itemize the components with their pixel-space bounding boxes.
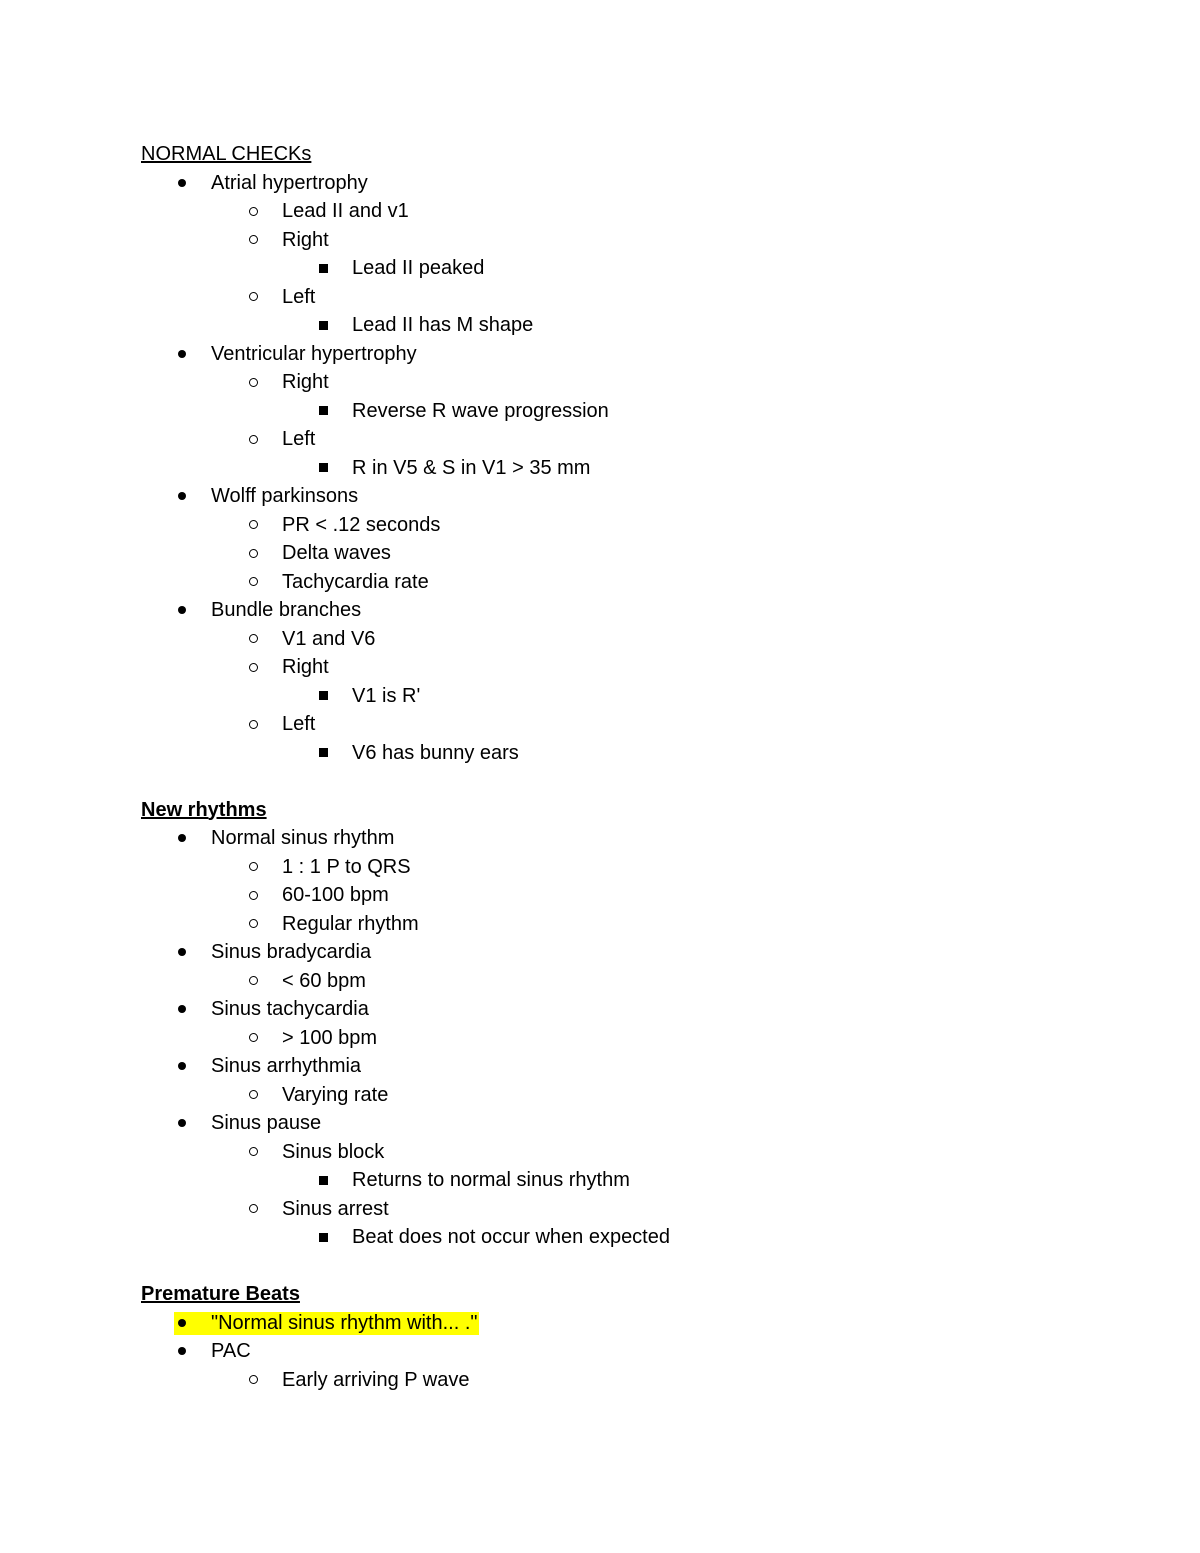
circle-bullet-icon <box>249 625 258 654</box>
list-item-text: V6 has bunny ears <box>352 741 519 764</box>
circle-bullet-icon <box>249 568 258 597</box>
list-item-text: Returns to normal sinus rhythm <box>352 1169 630 1191</box>
sub-sub-list-item <box>141 311 1141 340</box>
square-bullet-icon <box>319 682 328 711</box>
circle-bullet-icon <box>249 283 258 312</box>
disc-bullet-icon <box>178 482 186 511</box>
list-item-text: Ventricular hypertrophy <box>211 342 417 365</box>
disc-bullet-icon <box>178 824 186 853</box>
list-item-text: Delta waves <box>282 542 391 564</box>
square-bullet-icon <box>319 739 328 768</box>
document-content <box>141 140 1141 1394</box>
list-item-text: Beat does not occur when expected <box>352 1226 670 1248</box>
list-item-text: R in V5 & S in V1 > 35 mm <box>352 456 591 479</box>
list-item-text: Reverse R wave progression <box>352 399 609 422</box>
circle-bullet-icon <box>249 881 258 910</box>
list-item-text: Sinus tachycardia <box>211 998 369 1020</box>
list-item-text: Left <box>282 428 316 450</box>
list-item-text: Lead II peaked <box>352 257 485 279</box>
disc-bullet-icon <box>178 995 186 1024</box>
circle-bullet-icon <box>249 368 258 397</box>
list-item-text: Normal sinus rhythm <box>211 827 395 849</box>
list-item-text: V1 is R' <box>352 684 421 707</box>
square-bullet-icon <box>319 254 328 283</box>
circle-bullet-icon <box>249 1195 258 1224</box>
circle-bullet-icon <box>249 967 258 996</box>
list-item-text: Left <box>282 713 316 735</box>
circle-bullet-icon <box>249 511 258 540</box>
disc-bullet-icon <box>178 169 186 198</box>
list-item-text: Right <box>282 656 329 678</box>
list-item <box>141 1309 1141 1338</box>
circle-bullet-icon <box>249 910 258 939</box>
list-item <box>141 1109 1141 1138</box>
disc-bullet-icon <box>178 596 186 625</box>
sub-sub-list-item <box>141 739 1141 768</box>
section-spacer <box>141 767 1141 796</box>
list-item <box>141 169 1141 198</box>
list-item-text: Sinus arrest <box>282 1197 389 1220</box>
square-bullet-icon <box>319 1166 328 1195</box>
circle-bullet-icon <box>249 653 258 682</box>
sub-list-item <box>141 1024 1141 1053</box>
square-bullet-icon <box>319 454 328 483</box>
sub-list-item <box>141 853 1141 882</box>
circle-bullet-icon <box>249 1024 258 1053</box>
list-item-text: PR < .12 seconds <box>282 513 441 536</box>
circle-bullet-icon <box>249 710 258 739</box>
sub-sub-list-item <box>141 254 1141 283</box>
list-item-text: Early arriving P wave <box>282 1368 470 1391</box>
list-item <box>141 1337 1141 1366</box>
sub-sub-list-item <box>141 1223 1141 1252</box>
square-bullet-icon <box>319 311 328 340</box>
circle-bullet-icon <box>249 853 258 882</box>
list-item-text: Tachycardia rate <box>282 570 429 593</box>
list-item-text: > 100 bpm <box>282 1026 378 1049</box>
sub-list-item <box>141 710 1141 739</box>
sub-list-item <box>141 1366 1141 1395</box>
list-item <box>141 1052 1141 1081</box>
list-item-text: Sinus pause <box>211 1112 322 1134</box>
list-item-text: Varying rate <box>282 1083 389 1106</box>
disc-bullet-icon <box>178 938 186 967</box>
list-item-text: Lead II and v1 <box>282 200 409 222</box>
list-item <box>141 596 1141 625</box>
sub-sub-list-item <box>141 1166 1141 1195</box>
square-bullet-icon <box>319 1223 328 1252</box>
circle-bullet-icon <box>249 226 258 255</box>
sub-list-item <box>141 511 1141 540</box>
list-item-text: Sinus block <box>282 1140 385 1163</box>
list-item-text: Right <box>282 371 329 393</box>
section-heading: Premature Beats <box>141 1283 300 1305</box>
sub-list-item <box>141 1195 1141 1224</box>
sub-list-item <box>141 226 1141 255</box>
list-item <box>141 824 1141 853</box>
list-item-text: Sinus bradycardia <box>211 941 372 963</box>
list-item-text: Left <box>282 285 316 308</box>
sub-list-item <box>141 283 1141 312</box>
list-item-text: Atrial hypertrophy <box>211 171 368 194</box>
list-item-text: PAC <box>211 1340 251 1362</box>
list-item <box>141 482 1141 511</box>
sub-list-item <box>141 653 1141 682</box>
sub-sub-list-item <box>141 397 1141 426</box>
sub-list-item <box>141 1138 1141 1167</box>
sub-sub-list-item <box>141 454 1141 483</box>
list-item-text: 1 : 1 P to QRS <box>282 855 411 878</box>
section-heading: New rhythms <box>141 798 267 821</box>
circle-bullet-icon <box>249 1081 258 1110</box>
list-item <box>141 995 1141 1024</box>
sub-list-item <box>141 910 1141 939</box>
list-item <box>141 938 1141 967</box>
circle-bullet-icon <box>249 197 258 226</box>
list-item-text: Sinus arrhythmia <box>211 1055 362 1077</box>
sub-sub-list-item <box>141 682 1141 711</box>
section-spacer <box>141 1252 1141 1281</box>
list-item-text: V1 and V6 <box>282 627 376 650</box>
list-item-text: Right <box>282 228 329 251</box>
list-item-text: "Normal sinus rhythm with... ." <box>211 1311 478 1334</box>
list-item <box>141 340 1141 369</box>
list-item-text: < 60 bpm <box>282 969 366 992</box>
square-bullet-icon <box>319 397 328 426</box>
disc-bullet-icon <box>178 1052 186 1081</box>
sub-list-item <box>141 967 1141 996</box>
circle-bullet-icon <box>249 425 258 454</box>
sub-list-item <box>141 881 1141 910</box>
list-item-text: Bundle branches <box>211 599 362 621</box>
disc-bullet-icon <box>178 1109 186 1138</box>
list-item-text: Lead II has M shape <box>352 314 534 336</box>
sub-list-item <box>141 625 1141 654</box>
sub-list-item <box>141 568 1141 597</box>
sub-list-item <box>141 539 1141 568</box>
list-item-text: Wolff parkinsons <box>211 485 359 507</box>
circle-bullet-icon <box>249 1138 258 1167</box>
list-item-text: Regular rhythm <box>282 912 419 935</box>
disc-bullet-icon <box>178 1309 186 1338</box>
sub-list-item <box>141 1081 1141 1110</box>
circle-bullet-icon <box>249 539 258 568</box>
disc-bullet-icon <box>178 1337 186 1366</box>
sub-list-item <box>141 425 1141 454</box>
sub-list-item <box>141 197 1141 226</box>
sub-list-item <box>141 368 1141 397</box>
disc-bullet-icon <box>178 340 186 369</box>
circle-bullet-icon <box>249 1366 258 1395</box>
list-item-text: 60-100 bpm <box>282 884 389 906</box>
section-heading: NORMAL CHECKs <box>141 143 312 165</box>
